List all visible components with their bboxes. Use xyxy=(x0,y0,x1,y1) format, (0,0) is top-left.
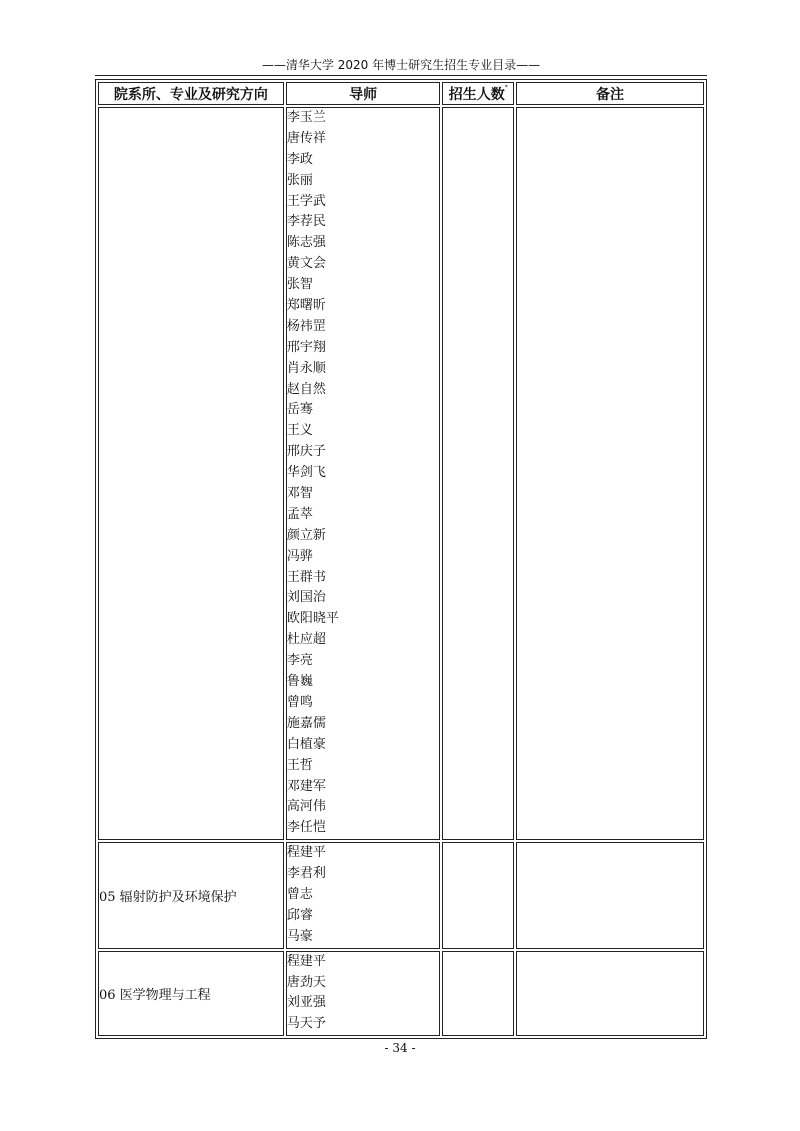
mentor-name: 鲁巍 xyxy=(286,674,313,690)
mentor-name: 施嘉儒 xyxy=(286,715,326,731)
mentor-name: 邱睿 xyxy=(286,907,313,923)
column-header-quota: 招生人数* xyxy=(442,82,514,105)
mentor-name: 张智 xyxy=(286,277,313,293)
mentor-name: 王群书 xyxy=(286,569,326,585)
header-rule xyxy=(95,75,707,76)
mentor-name: 马天予 xyxy=(286,1016,326,1032)
dept-cell xyxy=(98,107,284,840)
mentor-name: 黄文会 xyxy=(286,256,326,272)
catalog-table xyxy=(95,79,707,1039)
mentor-cell xyxy=(286,107,441,840)
table-row xyxy=(98,842,704,948)
mentor-name: 孟萃 xyxy=(286,506,313,522)
mentor-name: 马豪 xyxy=(286,928,313,944)
mentor-name: 高河伟 xyxy=(286,799,326,815)
mentor-name: 张丽 xyxy=(286,172,313,188)
mentor-name: 白植豪 xyxy=(286,736,326,752)
mentor-name: 刘亚强 xyxy=(286,995,326,1011)
mentor-cell xyxy=(286,951,441,1037)
dept-cell: 05 辐射防护及环境保护 xyxy=(98,842,284,948)
mentor-name: 王哲 xyxy=(286,757,313,773)
quota-cell xyxy=(442,951,514,1037)
mentor-name: 欧阳晓平 xyxy=(286,611,339,627)
table-header-row xyxy=(98,82,704,105)
mentor-name: 王义 xyxy=(286,423,313,439)
table-body xyxy=(98,107,704,1036)
mentor-name: 李君利 xyxy=(286,866,326,882)
mentor-name: 曾鸣 xyxy=(286,694,313,710)
mentor-name: 岳骞 xyxy=(286,402,313,418)
page-header: ——清华大学 2020 年博士研究生招生专业目录—— xyxy=(261,58,541,72)
mentor-name: 李亮 xyxy=(286,653,313,669)
remark-cell xyxy=(516,842,704,948)
table-row xyxy=(98,107,704,840)
mentor-name: 李任恺 xyxy=(286,820,326,836)
mentor-name: 李政 xyxy=(286,151,313,167)
mentor-name: 冯骅 xyxy=(286,548,313,564)
page-number: - 34 - xyxy=(384,1041,416,1055)
mentor-name: 华剑飞 xyxy=(286,465,326,481)
mentor-name: 陈志强 xyxy=(286,235,326,251)
mentor-name: 李荐民 xyxy=(286,214,326,230)
mentor-name: 邓建军 xyxy=(286,778,326,794)
mentor-name: 曾志 xyxy=(286,886,313,902)
mentor-name: 王学武 xyxy=(286,193,326,209)
mentor-name: 颜立新 xyxy=(286,527,326,543)
mentor-name: 郑曙昕 xyxy=(286,298,326,314)
mentor-name: 唐传祥 xyxy=(286,130,326,146)
quota-cell xyxy=(442,842,514,948)
mentor-cell xyxy=(286,842,441,948)
column-header-mentor: 导师 xyxy=(286,82,441,105)
mentor-name: 赵自然 xyxy=(286,381,326,397)
quota-cell xyxy=(442,107,514,840)
mentor-name: 李玉兰 xyxy=(286,110,326,125)
column-note-mark: * xyxy=(504,83,508,91)
mentor-name: 刘国治 xyxy=(286,590,326,606)
mentor-name: 邓智 xyxy=(286,486,313,502)
mentor-name: 肖永顺 xyxy=(286,360,326,376)
mentor-name: 杜应超 xyxy=(286,632,326,648)
mentor-name: 邢庆子 xyxy=(286,444,326,460)
mentor-name: 杨祎罡 xyxy=(286,318,326,334)
mentor-name: 程建平 xyxy=(286,953,326,969)
mentor-name: 程建平 xyxy=(286,845,326,861)
mentor-name: 邢宇翔 xyxy=(286,339,326,355)
column-header-remark: 备注 xyxy=(516,82,704,105)
column-header-dept: 院系所、专业及研究方向 xyxy=(98,82,284,105)
remark-cell xyxy=(516,951,704,1037)
remark-cell xyxy=(516,107,704,840)
dept-cell: 06 医学物理与工程 xyxy=(98,951,284,1037)
mentor-name: 唐劲天 xyxy=(286,974,326,990)
table-row xyxy=(98,951,704,1037)
